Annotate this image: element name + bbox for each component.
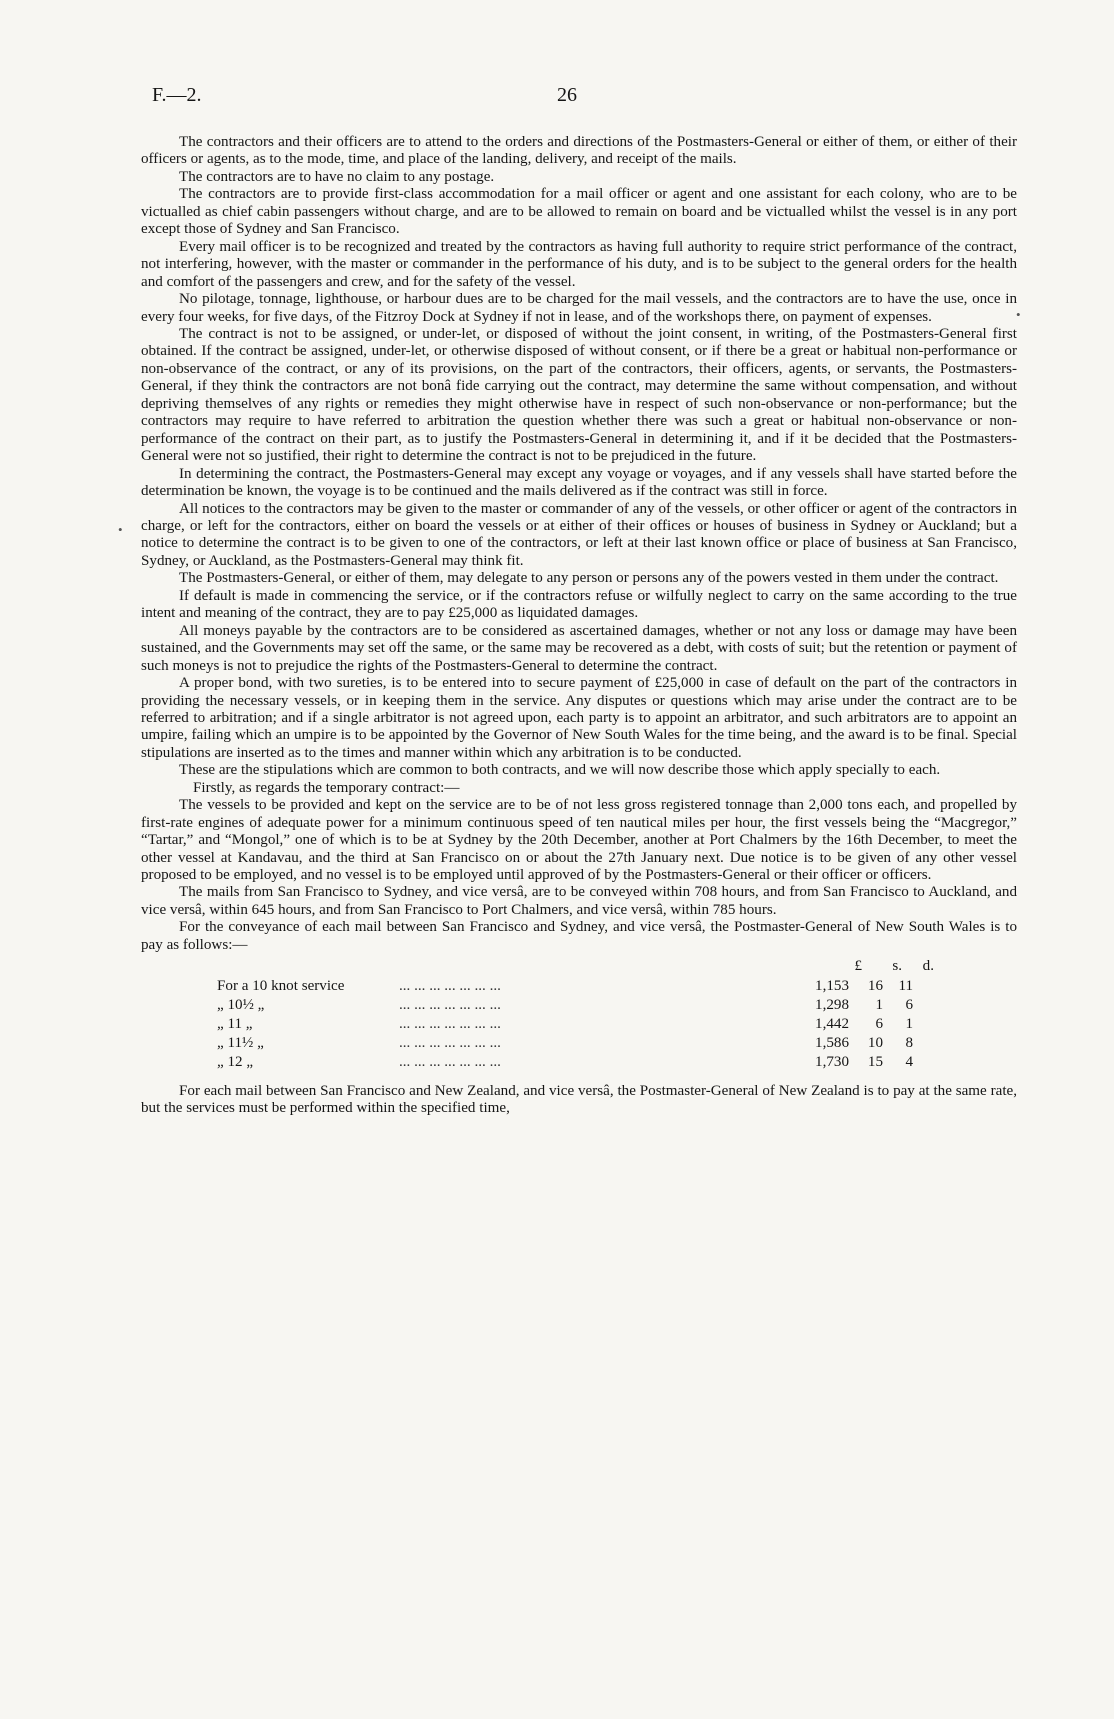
rate-pounds: 1,153 [815,977,849,994]
stray-mark-dot: • [1016,307,1021,322]
rate-shillings: 6 [875,1015,883,1032]
rate-pence: 6 [905,996,913,1013]
rate-pence: 4 [905,1053,913,1070]
rate-pence: 8 [905,1034,913,1051]
rate-pounds: 1,586 [815,1034,849,1051]
paragraph: The contractors are to provide first-class accommodation for a mail officer or agent and one assistant for each colony, who are to be victualled as chief cabin passengers without charge, and are to be allowed to remain on board and be victualled whilst the vessel is in any port except those of Sydney and San Francisco. [141,186,1017,238]
rate-shillings: 15 [867,1053,883,1070]
leader-dots: ... ... ... ... ... ... ... [399,977,501,994]
rate-label: „ 12 „ [217,1053,254,1070]
leader-dots: ... ... ... ... ... ... ... [399,1053,501,1070]
paragraph: Firstly, as regards the temporary contract:— [193,779,460,796]
paragraph: The contract is not to be assigned, or under-let, or disposed of without the joint consent, in writing, of the Postmasters-General first obtained. If the contract be assigned, under-let, or otherwise disposed of without consent, or if there be a great or habitual non-performance or non-observance of the contract, or any of its provisions, on the part of the contractors, their officers, agents, or servants, the Postmasters-General, if they think the contractors are not bonâ fide carrying out the contract, may determine the same without compensation, and without depriving themselves of any rights or remedies they might otherwise have in respect of such non-observance or non-performance; but the contractors may require to have referred to arbitration the question whether there was such a great or habitual non-observance or non-performance of the contract on their part, as to justify the Postmasters-General in determining it, and if it be decided that the Postmasters-General were not so justified, their right to determine the contract is not to be prejudiced in the future. [141,325,1017,465]
rate-units-header [141,958,1017,975]
leader-dots: ... ... ... ... ... ... ... [399,996,501,1013]
rate-shillings: 16 [867,977,883,994]
paragraph: The contractors and their officers are to attend to the orders and directions of the Postmasters-General or either of them, or either of their officers or agents, as to the mode, time, and place of the landing, delivery, and receipt of the mails. [141,134,1017,168]
paragraph: No pilotage, tonnage, lighthouse, or harbour dues are to be charged for the mail vessels, and the contractors are to have the use, once in every four weeks, for five days, of the Fitzroy Dock at Sydney if not in lease, and of the workshops there, on payment of expenses. [141,291,1017,325]
paragraph: The mails from San Francisco to Sydney, and vice versâ, are to be conveyed within 708 hours, and from San Francisco to Auckland, and vice versâ, within 645 hours, and from San Francisco to Port Chalmers, and vice versâ, within 785 hours. [141,884,1017,918]
paragraph: A proper bond, with two sureties, is to be entered into to secure payment of £25,000 in case of default on the part of the contractors in providing the necessary vessels, or in keeping them in the service. Any disputes or questions which may arise under the contract are to be referred to arbitration; and if a single arbitrator is not agreed upon, each party is to appoint an arbitrator, and such arbitrators are to appoint an umpire, failing which an umpire is to be appointed by the Governor of New South Wales for the time being, and the award is to be final. Special stipulations are inserted as to the times and manner within which any arbitration is to be conducted. [141,675,1017,761]
page-number: 26 [557,84,577,106]
body-text [141,134,1017,1118]
rate-label: „ 11½ „ [217,1034,264,1051]
rate-pounds: 1,730 [815,1053,849,1070]
paragraph: The contractors are to have no claim to any postage. [179,168,495,185]
document-reference: F.—2. [152,84,202,106]
rate-row [141,1054,1017,1073]
rate-pounds: 1,442 [815,1015,849,1032]
rate-shillings: 1 [875,996,883,1013]
rate-shillings: 10 [867,1034,883,1051]
paragraph: For the conveyance of each mail between San Francisco and Sydney, and vice versâ, the Postmaster-General of New South Wales is to pay as follows:— [141,919,1017,953]
rate-table [141,958,1017,1072]
unit-pound: £ [854,958,862,975]
paragraph: For each mail between San Francisco and New Zealand, and vice versâ, the Postmaster-General of New Zealand is to pay at the same rate, but the services must be performed within the specified time, [141,1082,1017,1117]
rate-row [141,978,1017,997]
stray-mark-dot: • [118,522,123,537]
page-header [152,84,1012,112]
paragraph: All notices to the contractors may be given to the master or commander of any of the vessels, or other officer or agent of the contractors in charge, or left for the contractors, either on board the vessels or at either of their offices or houses of business in Sydney or Auckland; but a notice to determine the contract is to be given to one of the contractors, or left at their last known office or place of business at San Francisco, Sydney, or Auckland, as the Postmasters-General may think fit. [141,500,1017,569]
paragraph: The Postmasters-General, or either of them, may delegate to any person or persons any of the powers vested in them under the contract. [179,570,999,587]
rate-label: „ 11 „ [217,1015,253,1032]
paragraph: The vessels to be provided and kept on the service are to be of not less gross registered tonnage than 2,000 tons each, and propelled by first-rate engines of adequate power for a minimum continuous speed of ten nautical miles per hour, the first vessels being the “Macgregor,” “Tartar,” and “Mongol,” one of which is to be at Sydney by the 20th December, another at Port Chalmers by the 16th December, to meet the other vessel at Kandavau, and the third at San Francisco on or about the 27th January next. Due notice is to be given of any other vessel proposed to be employed, and no vessel is to be employed until approved of by the Postmasters-General or their officer or officers. [141,797,1017,884]
paragraph: If default is made in commencing the service, or if the contractors refuse or wilfully neglect to carry on the same according to the true intent and meaning of the contract, they are to pay £25,000 as liquidated damages. [141,587,1017,622]
paragraph: Every mail officer is to be recognized and treated by the contractors as having full authority to require strict performance of the contract, not interfering, however, with the master or commander in the performance of his duty, and is to be subject to the general orders for the health and comfort of the passengers and crew, and for the safety of the vessel. [141,238,1017,290]
unit-shillings: s. [892,958,902,975]
paragraph: These are the stipulations which are common to both contracts, and we will now describe those which apply specially to each. [179,762,941,779]
rate-pounds: 1,298 [815,996,849,1013]
rate-row [141,997,1017,1016]
rate-label: „ 10½ „ [217,996,265,1013]
rate-label: For a 10 knot service [217,977,345,994]
rate-pence: 11 [898,977,913,994]
paragraph: All moneys payable by the contractors are to be considered as ascertained damages, whether or not any loss or damage may have been sustained, and the Governments may set off the same, or the same may be recovered as a debt, with costs of suit; but the retention or payment of such moneys is not to prejudice the rights of the Postmasters-General to determine the contract. [141,622,1017,674]
rate-row [141,1016,1017,1035]
leader-dots: ... ... ... ... ... ... ... [399,1034,501,1051]
unit-pence: d. [922,958,934,975]
leader-dots: ... ... ... ... ... ... ... [399,1015,501,1032]
paragraph: In determining the contract, the Postmasters-General may except any voyage or voyages, and if any vessels shall have started before the determination be known, the voyage is to be continued and the mails delivered as if the contract was still in force. [141,465,1017,500]
rate-pence: 1 [905,1015,913,1032]
rate-row [141,1035,1017,1054]
